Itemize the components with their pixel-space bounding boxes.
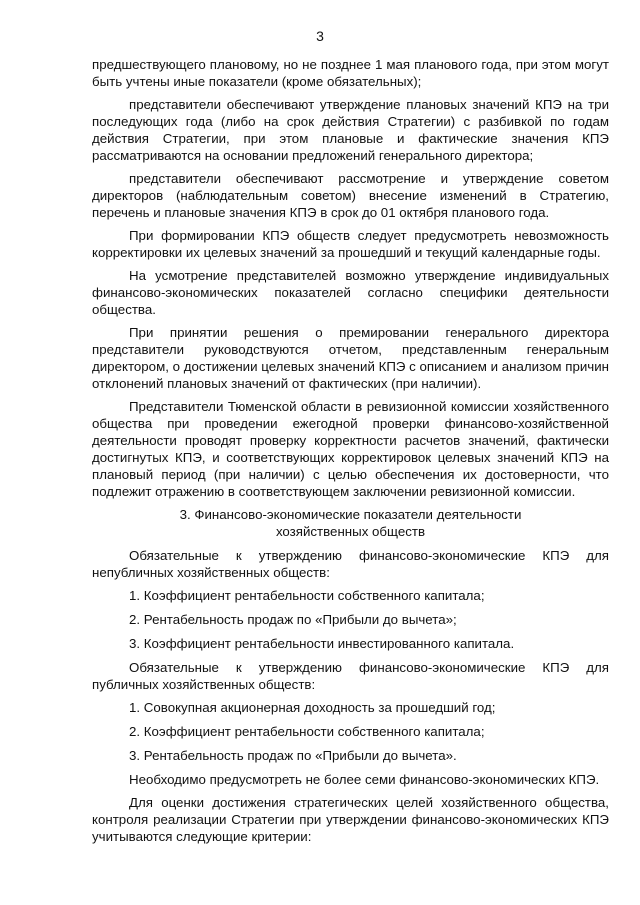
paragraph: При формировании КПЭ обществ следует предусмотреть невозможность корректировки их целевых значений за прошедший и текущий календарные годы. xyxy=(92,228,609,260)
list-item: 2. Коэффициент рентабельности собственного капитала; xyxy=(129,724,485,739)
paragraph: представители обеспечивают рассмотрение и утверждение советом директоров (наблюдательным советом) внесение изменений в Стратегию, перечень и плановые значения КПЭ в срок до 01 октября планового года. xyxy=(92,171,609,220)
section-heading-line: 3. Финансово-экономические показатели деятельности xyxy=(179,507,522,522)
list-item: 3. Коэффициент рентабельности инвестированного капитала. xyxy=(129,636,515,651)
paragraph: При принятии решения о премировании генерального директора представители руководствуются отчетом, представленным генеральным директором, о достижении целевых значений КПЭ с описанием и анализом причин отклонений плановых значений от фактических (при наличии). xyxy=(92,325,609,391)
list-item: 1. Совокупная акционерная доходность за прошедший год; xyxy=(129,700,496,715)
section-heading-line: хозяйственных обществ xyxy=(275,524,426,539)
list-item: 1. Коэффициент рентабельности собственного капитала; xyxy=(129,588,485,603)
list-item: 2. Рентабельность продаж по «Прибыли до вычета»; xyxy=(129,612,457,627)
list-item: 3. Рентабельность продаж по «Прибыли до вычета». xyxy=(129,748,457,763)
section-heading xyxy=(92,506,609,540)
paragraph: Обязательные к утверждению финансово-экономические КПЭ для непубличных хозяйственных обществ: xyxy=(92,548,609,580)
paragraph: Обязательные к утверждению финансово-экономические КПЭ для публичных хозяйственных обществ: xyxy=(92,660,609,692)
paragraph: представители обеспечивают утверждение плановых значений КПЭ на три последующих года (либо на срок действия Стратегии) с разбивкой по годам действия Стратегии, при этом плановые и фактические значения КПЭ рассматриваются на основании предложений генерального директора; xyxy=(92,97,609,163)
paragraph: Для оценки достижения стратегических целей хозяйственного общества, контроля реализации Стратегии при утверждении финансово-экономических КПЭ учитываются следующие критерии: xyxy=(92,795,609,844)
paragraph: предшествующего плановому, но не позднее 1 мая планового года, при этом могут быть учтены иные показатели (кроме обязательных); xyxy=(92,57,609,89)
page-number: 3 xyxy=(316,28,324,44)
paragraph: Необходимо предусмотреть не более семи финансово-экономических КПЭ. xyxy=(129,772,600,787)
paragraph: На усмотрение представителей возможно утверждение индивидуальных финансово-экономических показателей согласно специфики деятельности общества. xyxy=(92,268,609,317)
paragraph: Представители Тюменской области в ревизионной комиссии хозяйственного общества при проведении ежегодной проверки финансово-хозяйственной деятельности проводят проверку корректности расчетов значений, фактически достигнутых КПЭ, и соответствующих корректировок целевых значений КПЭ на плановый период (при наличии) с целью обеспечения их достоверности, что подлежит отражению в соответствующем заключении ревизионной комиссии. xyxy=(92,399,609,499)
document-body xyxy=(92,56,609,845)
